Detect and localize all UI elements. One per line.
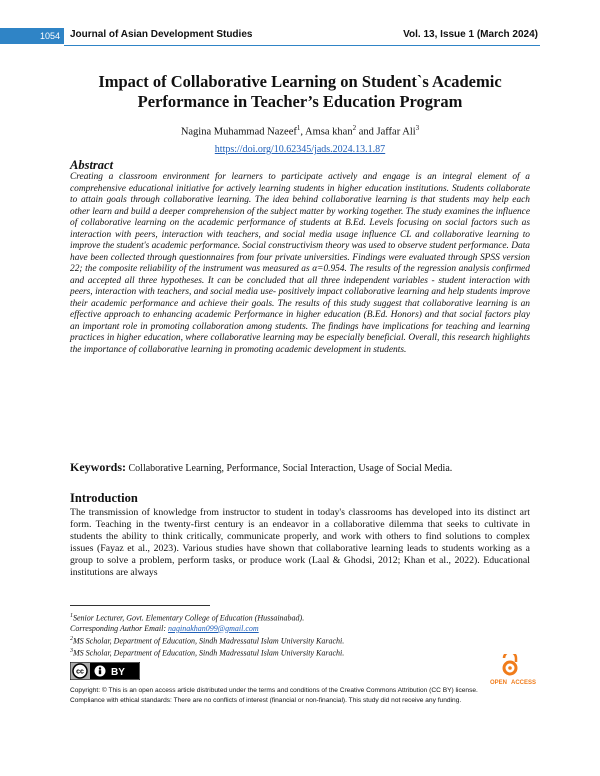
footnote-2 (70, 634, 530, 647)
author-separator: , (300, 126, 306, 138)
footnote-3 (70, 646, 530, 659)
author-1: Nagina Muhammad Nazeef (180, 126, 297, 138)
footnote-2-text: MS Scholar, Department of Education, Sindh Madressatul Islam University Karachi. (73, 636, 345, 646)
keywords-label: Keywords: (70, 460, 126, 474)
paper-title: Impact of Collaborative Learning on Student`s Academic Performance in Teacher’s Education Program (98, 72, 502, 111)
footnote-1-text: Senior Lecturer, Govt. Elementary College of Education (Hussainabad). (73, 613, 305, 623)
footnote-1-marker: 1 (70, 613, 73, 619)
footnote-1 (70, 611, 530, 624)
footnote-3-marker: 3 (70, 648, 73, 655)
author-3: Jaffar Ali (376, 126, 416, 138)
copyright-line: Copyright: © This is an open access article distributed under the terms and conditions of the Creative Commons Attribution (CC BY) license. (70, 687, 478, 694)
open-access-icon (480, 654, 536, 688)
doi-link[interactable]: https://doi.org/10.62345/jads.2024.13.1.87 (214, 144, 386, 155)
author-2-affil: 2 (352, 124, 357, 132)
footnote-3-text: MS Scholar, Department of Education, Sindh Madressatul Islam University Karachi. (73, 648, 345, 658)
keywords-text: Collaborative Learning, Performance, Social Interaction, Usage of Social Media. (126, 463, 453, 474)
author-list (60, 124, 540, 138)
introduction-heading: Introduction (70, 491, 138, 505)
author-separator: and (356, 126, 377, 138)
corresponding-label: Corresponding Author Email: (70, 623, 169, 633)
abstract-heading: Abstract (70, 158, 114, 172)
running-header (0, 28, 600, 48)
page-number: 1054 (0, 28, 64, 44)
keywords (70, 460, 540, 475)
corresponding-email-link[interactable]: naginakhan099@gmail.com (168, 623, 259, 633)
author-3-affil: 3 (415, 124, 420, 132)
oa-top-label: OPEN (490, 680, 508, 686)
oa-bottom-label: ACCESS (511, 680, 536, 686)
author-2: Amsa khan (305, 126, 353, 138)
cc-label: cc (76, 668, 84, 676)
abstract-body: Creating a classroom environment for learners to participate actively and engage is an integral element of a comprehensive educational initiative for actively learning students in higher education institutions. Students collaborate to attain goals through collaborative learning. The idea behind collaborative learning is that students may help each other learn and build a deeper comprehension of the subject matter by working together. The study examines the influence of collaborative learning on the academic performance of students at B.Ed. Levels focusing on social factors such as interaction with peers, interaction with teachers, and social media usage influence CL and collaborative learning to improve the student's academic performance. Social constructivism theory was used to observe student performance. Data have been collected through questionnaires from four private universities. Findings were evaluated through SPSS version 22; the composite reliability of the instrument was measured as α=0.954. The results of the regression analysis confirmed and accepted all three hypotheses. It can be concluded that all three independent variables - student interaction with peers, interaction with teachers, and social media use- positively impact collaborative learning and help students improve their academic performance and achieve their goals. The results of this study suggest that collaborative learning is an effective approach to enhancing academic Performance in higher education (B.Ed. Honors) and that social factors play an important role in promoting collaboration among students. The findings have implications for teaching and learning practices in higher education, where collaborative learning may be especially beneficial. Overall, this research highlights the importance of collaborative learning in promoting academic development in students. (70, 172, 530, 355)
footnotes (70, 611, 530, 659)
header-rule (64, 45, 540, 46)
corresponding-author (70, 624, 530, 634)
cc-by-license-icon (70, 662, 140, 680)
by-label: BY (111, 667, 125, 678)
journal-name: Journal of Asian Development Studies (70, 29, 253, 40)
license-notice (70, 686, 540, 706)
introduction-body: The transmission of knowledge from instructor to student in today's classrooms has developed into its distinct art form. Teaching in the twenty-first century is an endeavor in a collaborative dilemma that seeks to cultivate in students the ability to think critically, communicate properly, and work with others to find solutions to complex issues (Fayaz et al., 2023). Various studies have shown that collaborative learning leads to students working as a group to solve a problem, perform tasks, or produce work (Laal & Ghodsi, 2012; Khan et al., 2022). Educational institutions are always (70, 507, 530, 578)
volume-issue: Vol. 13, Issue 1 (March 2024) (403, 29, 538, 40)
compliance-line: Compliance with ethical standards: There are no conflicts of interest (financial or non-financial). This study did not receive any funding. (70, 697, 462, 704)
footnote-rule (70, 605, 210, 606)
footnote-2-marker: 2 (70, 635, 73, 642)
author-1-affil: 1 (296, 124, 301, 132)
